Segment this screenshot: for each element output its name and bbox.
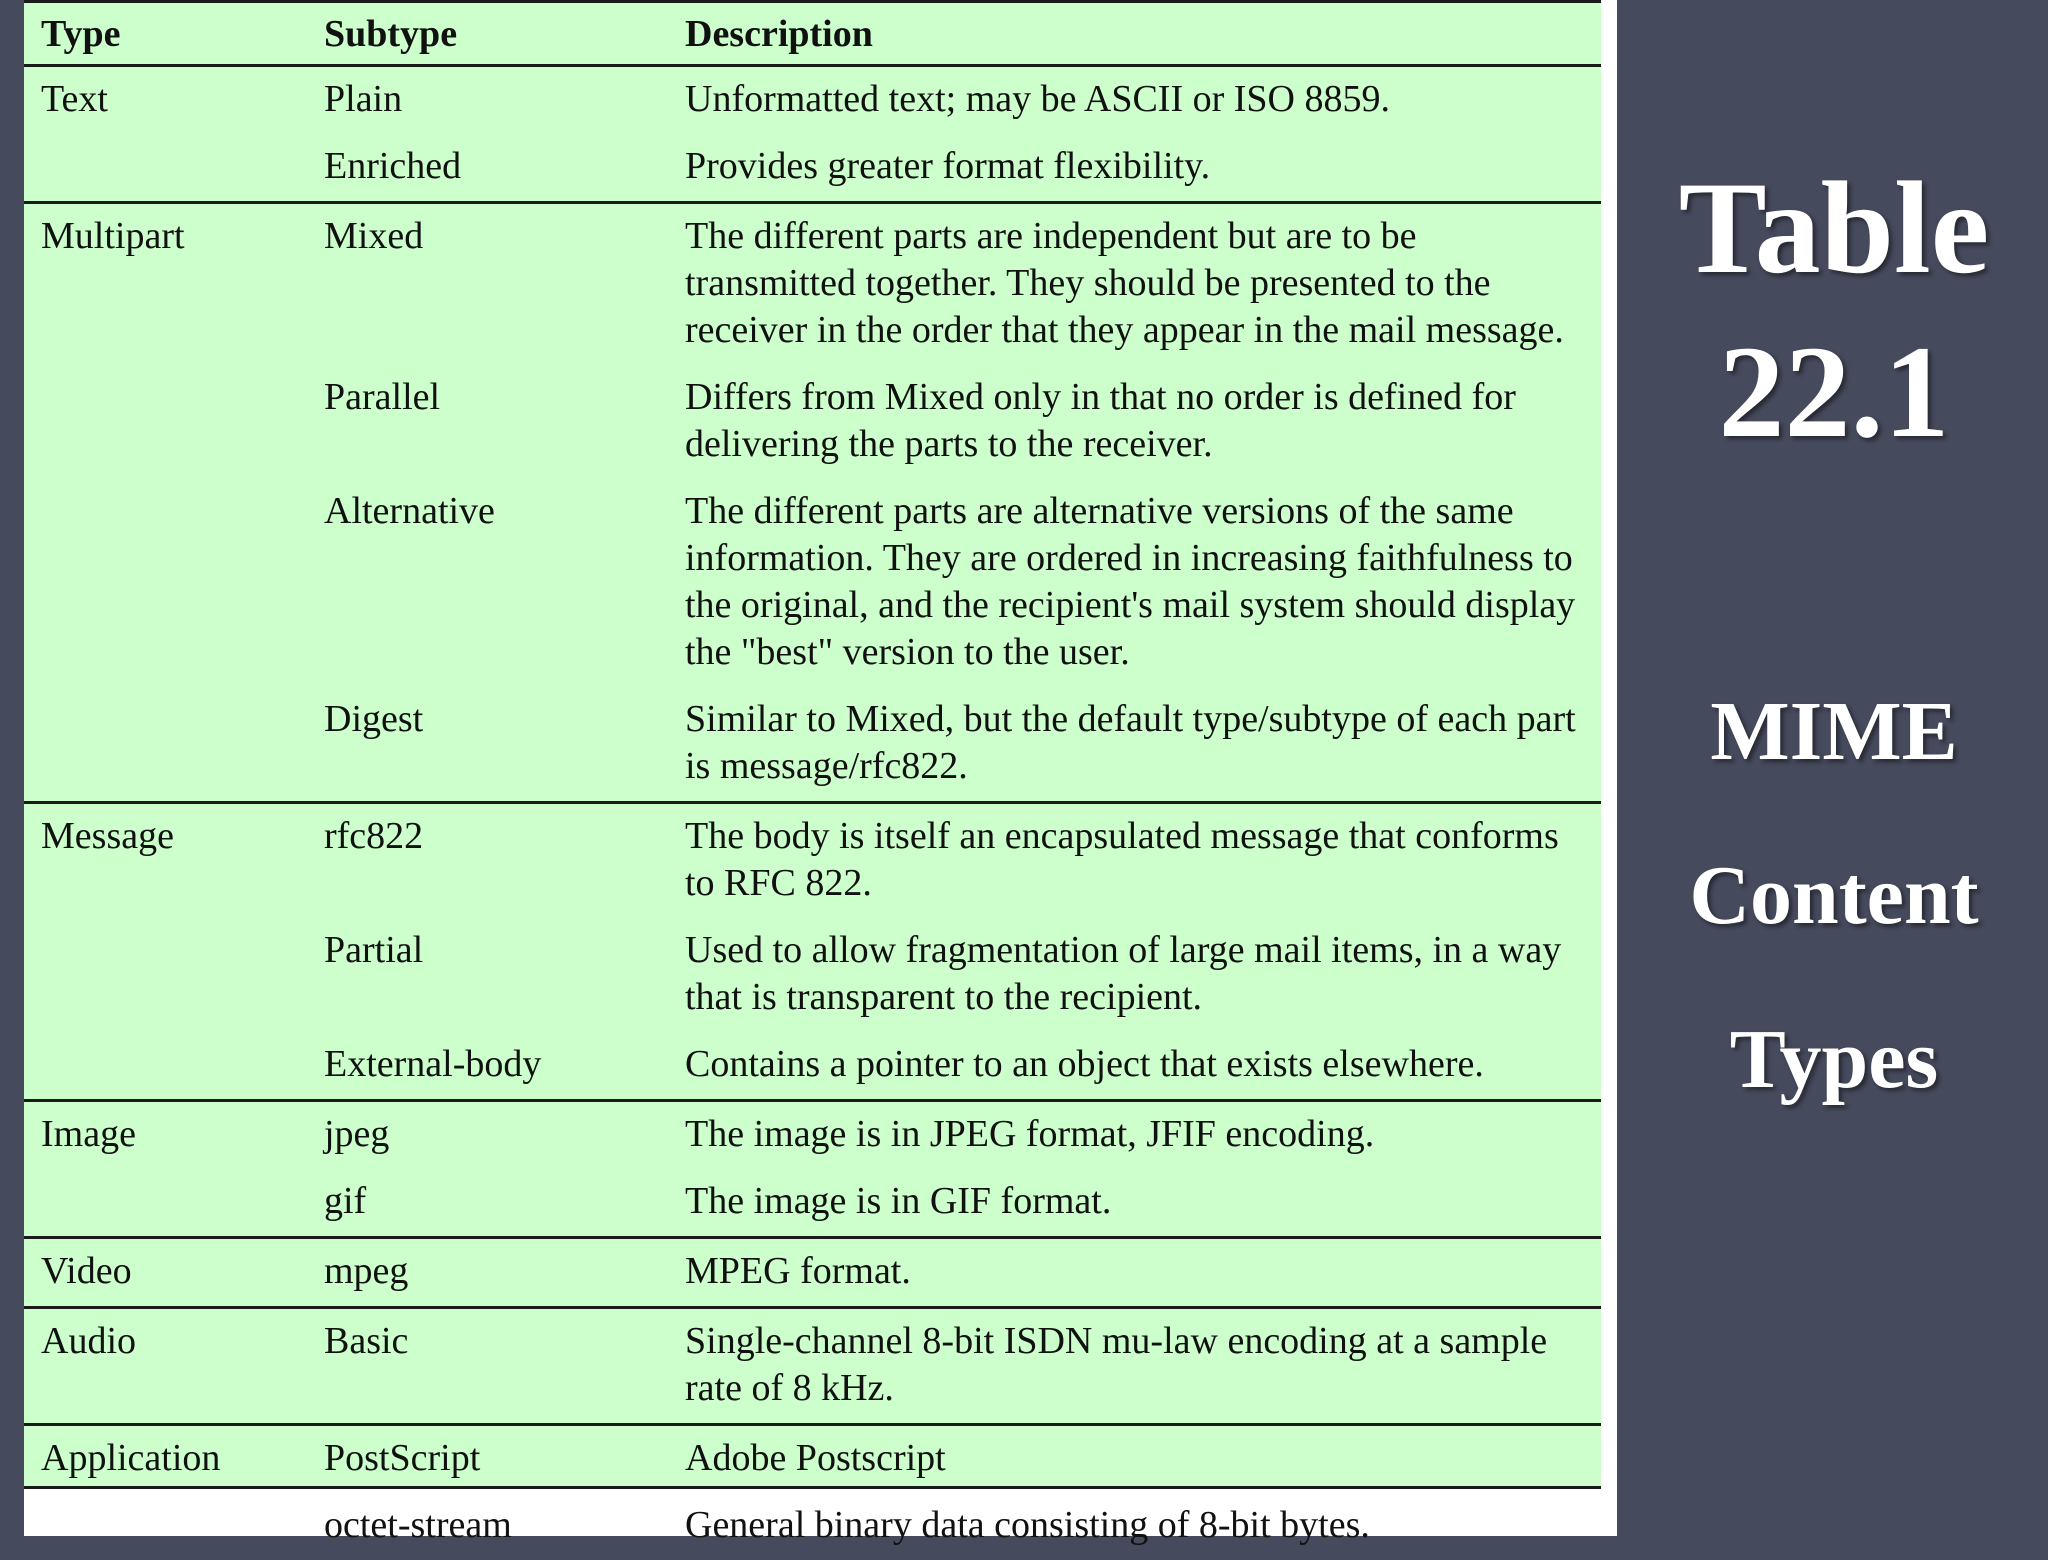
mime-table <box>24 3 1601 1560</box>
type-cell: Message <box>41 815 174 857</box>
title-word: Table <box>1678 154 1990 301</box>
table-row <box>24 66 1601 135</box>
description-cell: The image is in GIF format. <box>668 1169 1601 1238</box>
description-cell: Unformatted text; may be ASCII or ISO 8859. <box>685 78 1391 120</box>
table-row <box>24 1032 1601 1101</box>
table-row <box>24 803 1601 919</box>
description-cell: Differs from Mixed only in that no order is defined for delivering the parts to the receiver. <box>685 376 1516 465</box>
description-cell: Similar to Mixed, but the default type/subtype of each part is message/rfc822. <box>668 687 1601 803</box>
table-row <box>24 918 1601 1032</box>
subtitle-line-1: MIME <box>1710 685 1958 778</box>
type-cell <box>24 1493 307 1560</box>
subtype-cell: gif <box>307 1169 668 1238</box>
description-cell: Single-channel 8-bit ISDN mu-law encoding at a sample rate of 8 kHz. <box>668 1308 1601 1425</box>
table-row <box>24 1101 1601 1170</box>
table-row <box>24 1425 1601 1494</box>
subtype-cell: octet-stream <box>324 1504 512 1546</box>
type-cell: Application <box>41 1437 221 1479</box>
header-row <box>24 3 1601 66</box>
description-cell: The different parts are alternative versions of the same information. They are ordered in increasing faithfulness to the original, and the recipient's mail system should display the "best" version to the user. <box>685 490 1576 673</box>
slide-title-block <box>1620 0 2048 1536</box>
table-row <box>24 1308 1601 1425</box>
description-cell: Adobe Postscript <box>685 1437 946 1479</box>
subtitle-line-3: Types <box>1729 1013 1939 1106</box>
type-cell <box>24 1169 307 1238</box>
type-cell <box>24 365 307 479</box>
subtype-cell: Enriched <box>307 134 668 203</box>
type-cell <box>24 134 307 203</box>
table-row <box>24 203 1601 366</box>
subtype-cell: rfc822 <box>324 815 424 857</box>
mime-types-table <box>24 0 1601 1546</box>
table-row <box>24 365 1601 479</box>
table-row <box>24 687 1601 803</box>
type-cell <box>24 479 307 687</box>
header-type: Type <box>24 3 307 66</box>
type-cell: Video <box>24 1238 307 1308</box>
table-row <box>24 479 1601 687</box>
subtype-cell: Basic <box>307 1308 668 1425</box>
description-cell: Provides greater format flexibility. <box>668 134 1601 203</box>
subtype-cell: Parallel <box>324 376 441 418</box>
type-cell: Multipart <box>41 215 185 257</box>
type-cell: Text <box>41 78 108 120</box>
description-cell: MPEG format. <box>668 1238 1601 1308</box>
subtype-cell: Alternative <box>324 490 495 532</box>
description-cell: The image is in JPEG format, JFIF encoding. <box>685 1113 1375 1155</box>
left-edge-bar <box>0 0 24 1536</box>
table-row <box>24 1493 1601 1560</box>
subtype-cell: Partial <box>324 929 424 971</box>
subtype-cell: Plain <box>324 78 403 120</box>
type-cell <box>24 1032 307 1101</box>
description-cell: The different parts are independent but are to be transmitted together. They should be presented to the receiver in the order that they appear in the mail message. <box>685 215 1564 351</box>
header-subtype: Subtype <box>307 3 668 66</box>
subtype-cell: PostScript <box>324 1437 481 1479</box>
table-row <box>24 1238 1601 1308</box>
description-cell: Used to allow fragmentation of large mail items, in a way that is transparent to the recipient. <box>685 929 1562 1018</box>
subtitle-line-2: Content <box>1689 849 1979 942</box>
subtype-cell: Mixed <box>324 215 424 257</box>
type-cell <box>24 918 307 1032</box>
subtype-cell: External-body <box>307 1032 668 1101</box>
subtype-cell: mpeg <box>307 1238 668 1308</box>
table-row <box>24 134 1601 203</box>
type-cell: Audio <box>24 1308 307 1425</box>
subtype-cell: jpeg <box>324 1113 390 1155</box>
type-cell <box>24 687 307 803</box>
description-cell: The body is itself an encapsulated message that conforms to RFC 822. <box>685 815 1559 904</box>
description-cell: General binary data consisting of 8-bit bytes. <box>685 1504 1370 1546</box>
type-cell: Image <box>41 1113 136 1155</box>
description-cell: Contains a pointer to an object that exists elsewhere. <box>668 1032 1601 1101</box>
header-description: Description <box>668 3 1601 66</box>
subtype-cell: Digest <box>307 687 668 803</box>
title-number: 22.1 <box>1718 318 1950 465</box>
table-row <box>24 1169 1601 1238</box>
